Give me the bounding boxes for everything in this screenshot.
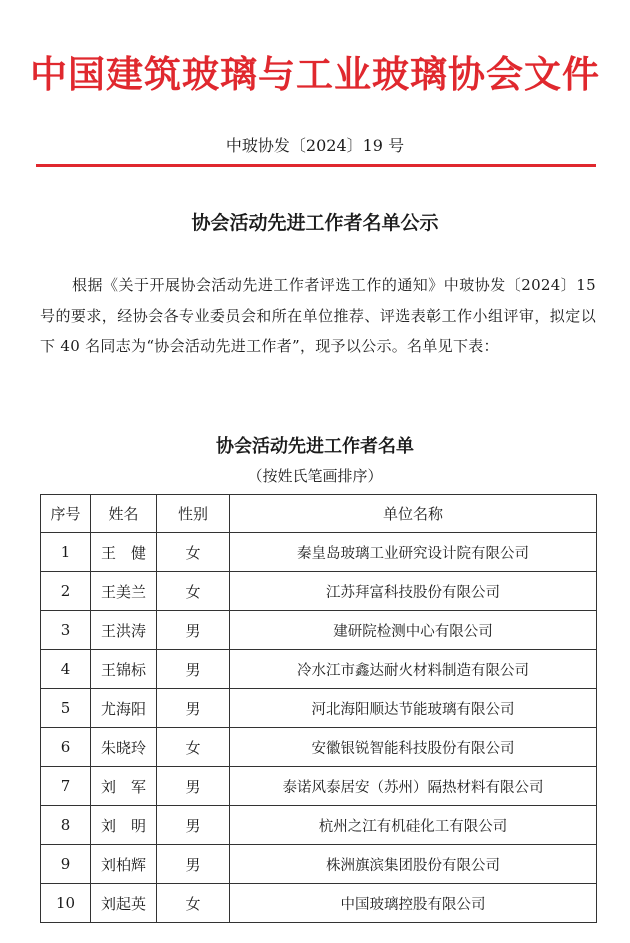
table-row — [41, 806, 597, 845]
header-cell-unit: 单位名称 — [230, 495, 597, 533]
cell-no: 9 — [41, 845, 91, 884]
cell-no: 10 — [41, 884, 91, 923]
roster-table — [40, 494, 597, 923]
cell-unit: 秦皇岛玻璃工业研究设计院有限公司 — [230, 533, 597, 572]
table-row — [41, 650, 597, 689]
document-header-title: 中国建筑玻璃与工业玻璃协会文件 — [30, 53, 600, 96]
cell-name: 尤海阳 — [91, 689, 157, 728]
table-subtitle: （按姓氏笔画排序） — [247, 467, 383, 485]
cell-gender: 女 — [157, 884, 230, 923]
cell-gender: 男 — [157, 689, 230, 728]
header-cell-name: 姓名 — [91, 495, 157, 533]
cell-gender: 男 — [157, 806, 230, 845]
cell-name: 刘 明 — [91, 806, 157, 845]
cell-no: 7 — [41, 767, 91, 806]
cell-unit: 株洲旗滨集团股份有限公司 — [230, 845, 597, 884]
cell-unit: 江苏拜富科技股份有限公司 — [230, 572, 597, 611]
cell-gender: 女 — [157, 728, 230, 767]
cell-gender: 男 — [157, 650, 230, 689]
table-row — [41, 689, 597, 728]
cell-unit: 泰诺风泰居安（苏州）隔热材料有限公司 — [230, 767, 597, 806]
cell-no: 2 — [41, 572, 91, 611]
cell-no: 6 — [41, 728, 91, 767]
document-number: 中玻协发〔2024〕19 号 — [225, 136, 405, 155]
table-row — [41, 611, 597, 650]
notice-body: 根据《关于开展协会活动先进工作者评选工作的通知》中玻协发〔2024〕15号的要求，经协会各专业委员会和所在单位推荐、评选表彰工作小组评审，拟定以下 40 名同志为“协会活动先进工作者”，现予以公示。名单见下表： — [40, 276, 596, 355]
cell-name: 王洪涛 — [91, 611, 157, 650]
cell-unit: 杭州之江有机硅化工有限公司 — [230, 806, 597, 845]
cell-name: 王 健 — [91, 533, 157, 572]
cell-no: 1 — [41, 533, 91, 572]
cell-gender: 女 — [157, 572, 230, 611]
cell-no: 3 — [41, 611, 91, 650]
table-row — [41, 767, 597, 806]
table-header-row — [41, 495, 597, 533]
header-cell-no: 序号 — [41, 495, 91, 533]
table-title: 协会活动先进工作者名单 — [216, 436, 414, 457]
header-cell-gender: 性别 — [157, 495, 230, 533]
cell-name: 王美兰 — [91, 572, 157, 611]
table-row — [41, 533, 597, 572]
cell-no: 4 — [41, 650, 91, 689]
cell-gender: 女 — [157, 533, 230, 572]
table-row — [41, 572, 597, 611]
cell-name: 刘起英 — [91, 884, 157, 923]
cell-name: 朱晓玲 — [91, 728, 157, 767]
table-row — [41, 845, 597, 884]
table-row — [41, 884, 597, 923]
cell-gender: 男 — [157, 845, 230, 884]
cell-name: 刘 军 — [91, 767, 157, 806]
cell-unit: 安徽银锐智能科技股份有限公司 — [230, 728, 597, 767]
cell-unit: 建研院检测中心有限公司 — [230, 611, 597, 650]
cell-gender: 男 — [157, 611, 230, 650]
cell-gender: 男 — [157, 767, 230, 806]
cell-name: 刘柏辉 — [91, 845, 157, 884]
table-row — [41, 728, 597, 767]
cell-unit: 冷水江市鑫达耐火材料制造有限公司 — [230, 650, 597, 689]
header-divider — [36, 164, 596, 167]
cell-unit: 中国玻璃控股有限公司 — [230, 884, 597, 923]
notice-title: 协会活动先进工作者名单公示 — [191, 212, 439, 234]
cell-unit: 河北海阳顺达节能玻璃有限公司 — [230, 689, 597, 728]
cell-name: 王锦标 — [91, 650, 157, 689]
cell-no: 8 — [41, 806, 91, 845]
cell-no: 5 — [41, 689, 91, 728]
